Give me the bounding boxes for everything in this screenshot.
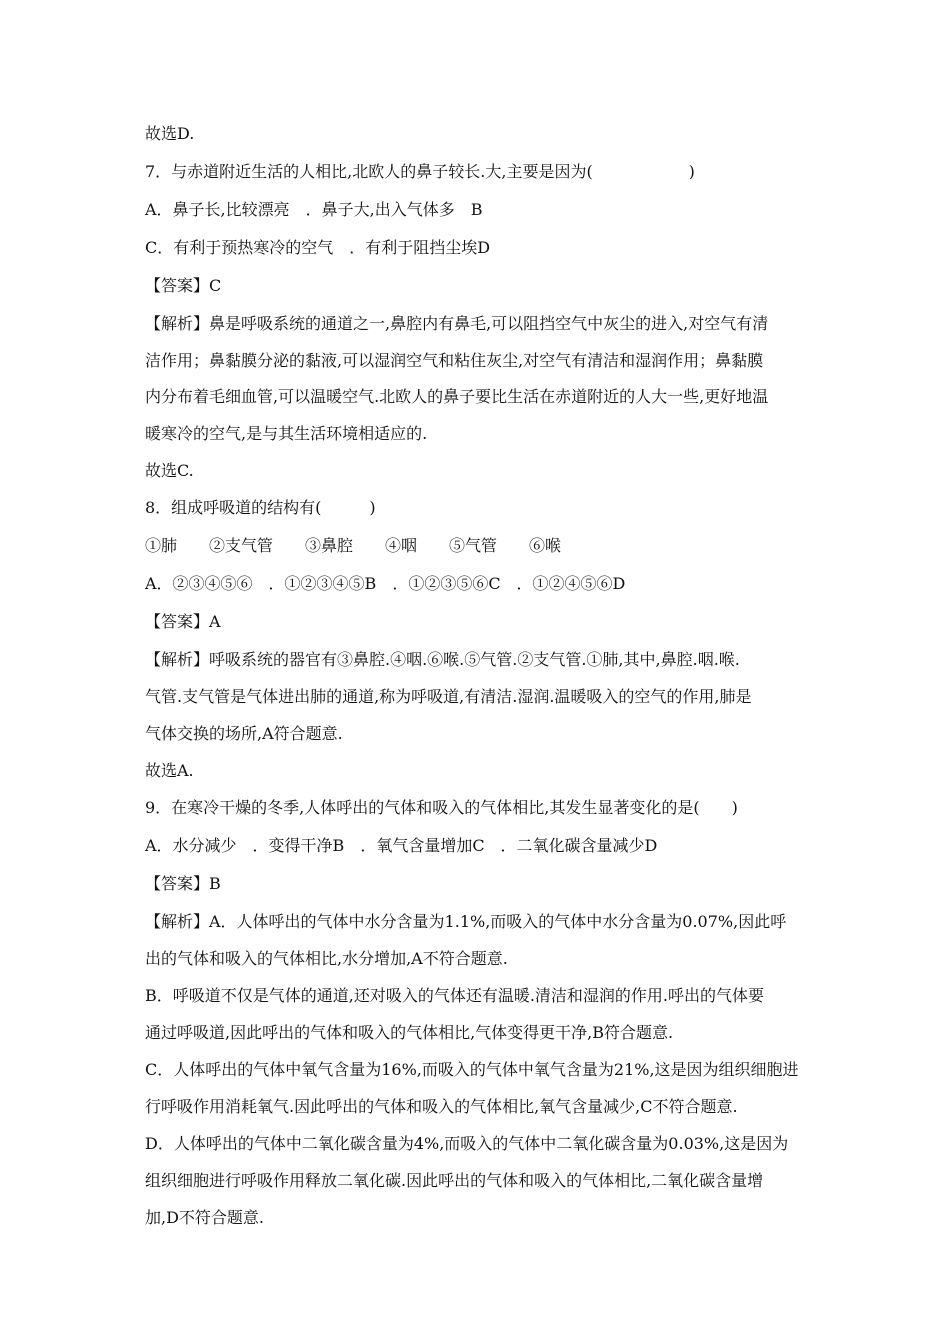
question-7-choice: 故选C. xyxy=(145,461,194,480)
question-8-options: A．②③④⑤⑥ ．①②③④⑤B ．①②③⑤⑥C ．①②④⑤⑥D xyxy=(145,574,626,593)
question-7-analysis-3: 内分布着毛细血管,可以温暖空气.北欧人的鼻子要比生活在赤道附近的人大一些,更好地温 xyxy=(145,387,769,406)
question-8-stem: 8．组成呼吸道的结构有( ) xyxy=(145,498,376,517)
question-9-analysis-a-1: 【解析】A．人体呼出的气体中水分含量为1.1%,而吸入的气体中水分含量为0.07%,因此呼 xyxy=(145,912,787,931)
question-9-stem: 9．在寒冷干燥的冬季,人体呼出的气体和吸入的气体相比,其发生显著变化的是( ) xyxy=(145,798,738,817)
question-9-analysis-a-2: 出的气体和吸入的气体相比,水分增加,A不符合题意. xyxy=(145,949,508,968)
question-9-analysis-c-2: 行呼吸作用消耗氧气.因此呼出的气体和吸入的气体相比,氧气含量减少,C不符合题意. xyxy=(145,1097,738,1116)
question-9-analysis-b-1: B．呼吸道不仅是气体的通道,还对吸入的气体还有温暖.清洁和湿润的作用.呼出的气体要 xyxy=(145,986,765,1005)
question-8-choice: 故选A. xyxy=(145,761,194,780)
question-9-analysis-c-1: C．人体呼出的气体中氧气含量为16%,而吸入的气体中氧气含量为21%,这是因为组织细胞进 xyxy=(145,1060,799,1079)
question-7-analysis-1: 【解析】鼻是呼吸系统的通道之一,鼻腔内有鼻毛,可以阻挡空气中灰尘的进入,对空气有清 xyxy=(145,314,769,333)
question-7-analysis-4: 暖寒冷的空气,是与其生活环境相适应的. xyxy=(145,424,428,443)
question-9-analysis-d-3: 加,D不符合题意. xyxy=(145,1208,265,1227)
question-7-options-ab: A．鼻子长,比较漂亮 ．鼻子大,出入气体多 B xyxy=(145,200,483,219)
question-7-analysis-2: 洁作用；鼻黏膜分泌的黏液,可以湿润空气和粘住灰尘,对空气有清洁和湿润作用；鼻黏膜 xyxy=(145,351,764,370)
text-line-1: 故选D. xyxy=(145,124,195,143)
question-8-answer: 【答案】A xyxy=(145,612,221,631)
question-8-analysis-3: 气体交换的场所,A符合题意. xyxy=(145,724,343,743)
question-7-options-cd: C．有利于预热寒冷的空气 ．有利于阻挡尘埃D xyxy=(145,238,491,257)
question-8-analysis-2: 气管.支气管是气体进出肺的通道,称为呼吸道,有清洁.湿润.温暖吸入的空气的作用,肺是 xyxy=(145,687,752,706)
question-8-analysis-1: 【解析】呼吸系统的器官有③鼻腔.④咽.⑥喉.⑤气管.②支气管.①肺,其中,鼻腔.咽.喉. xyxy=(145,650,740,669)
question-9-analysis-d-1: D．人体呼出的气体中二氧化碳含量为4%,而吸入的气体中二氧化碳含量为0.03%,这是因为 xyxy=(145,1134,789,1153)
question-9-analysis-b-2: 通过呼吸道,因此呼出的气体和吸入的气体相比,气体变得更干净,B符合题意. xyxy=(145,1023,674,1042)
question-7-stem: 7．与赤道附近生活的人相比,北欧人的鼻子较长.大,主要是因为( ) xyxy=(145,162,695,181)
question-9-answer: 【答案】B xyxy=(145,874,221,893)
question-8-items: ①肺 ②支气管 ③鼻腔 ④咽 ⑤气管 ⑥喉 xyxy=(145,536,562,555)
question-9-options: A．水分减少 ．变得干净B ．氧气含量增加C ．二氧化碳含量减少D xyxy=(145,836,658,855)
question-9-analysis-d-2: 组织细胞进行呼吸作用释放二氧化碳.因此呼出的气体和吸入的气体相比,二氧化碳含量增 xyxy=(145,1171,764,1190)
question-7-answer: 【答案】C xyxy=(145,276,222,295)
